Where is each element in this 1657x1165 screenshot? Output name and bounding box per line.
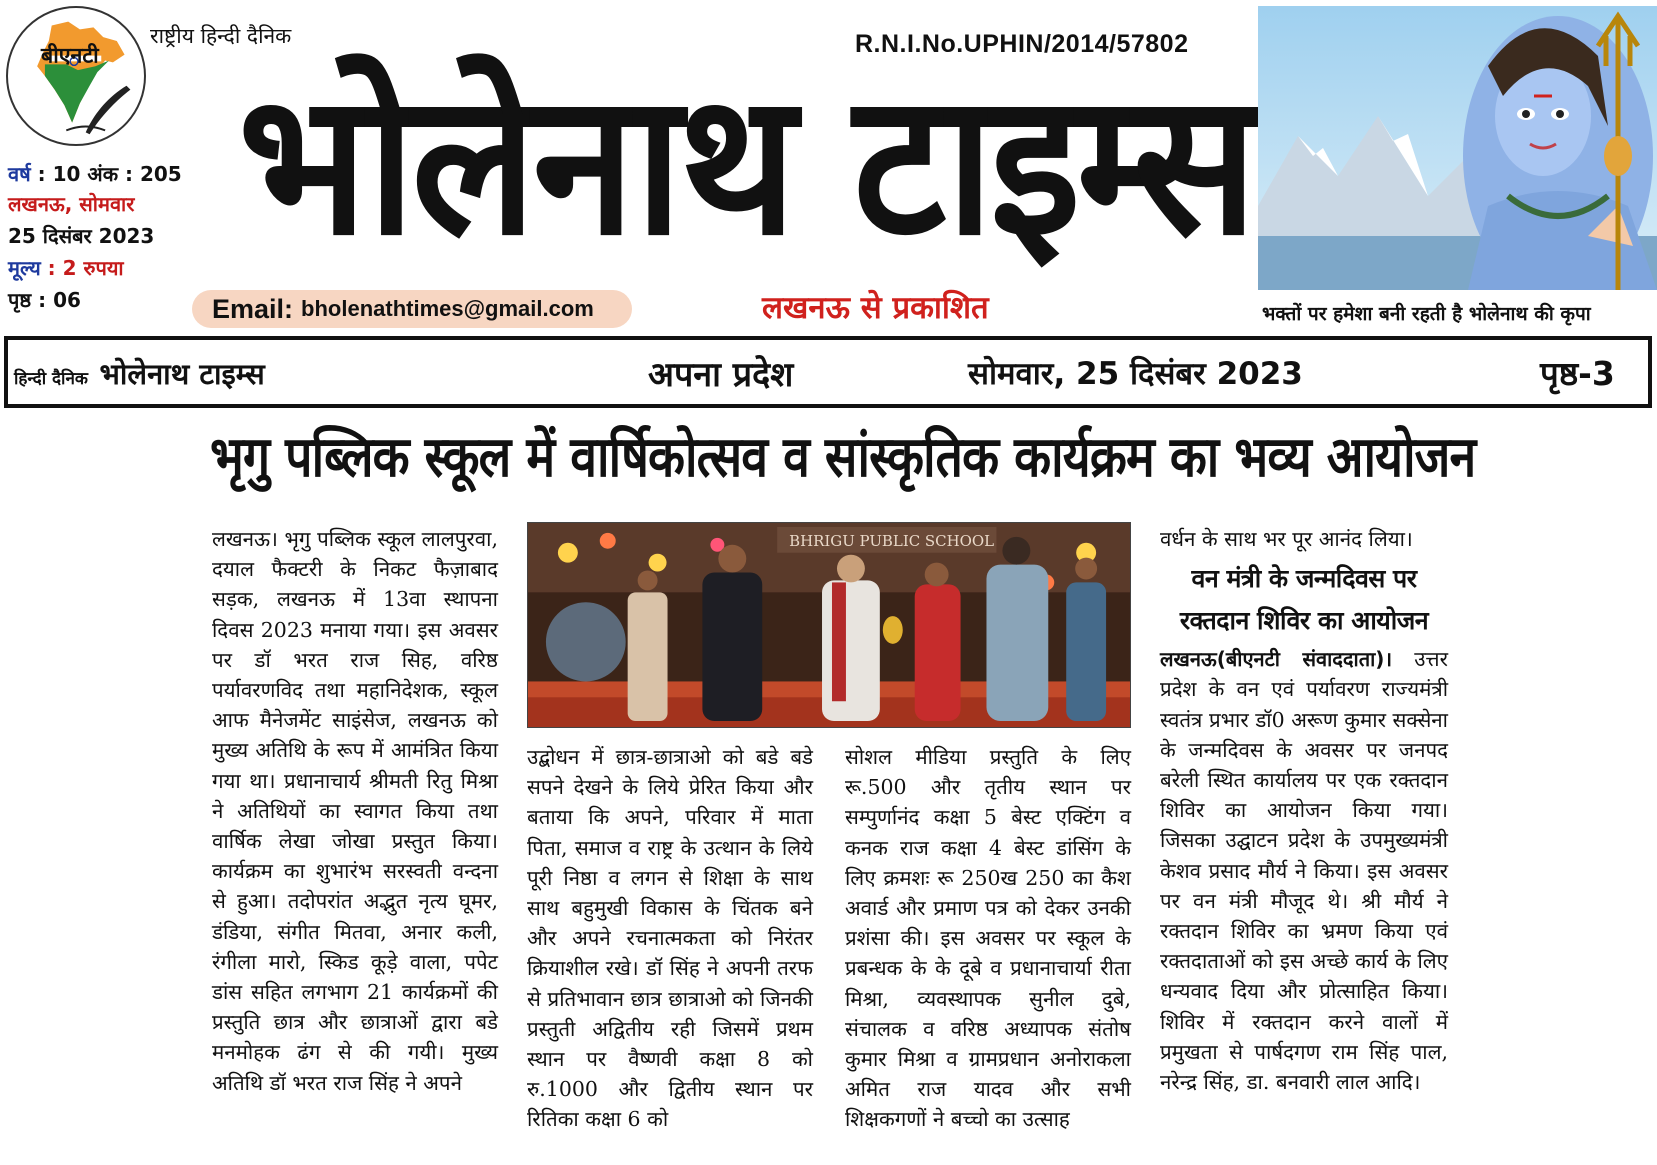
page-count: पृष्ठ : 06 xyxy=(8,288,81,312)
email-pill xyxy=(192,290,632,328)
band-small-label: हिन्दी दैनिक xyxy=(14,369,88,389)
masthead-image xyxy=(1258,6,1657,290)
year-issue xyxy=(8,160,182,187)
masthead-date: 25 दिसंबर 2023 xyxy=(8,224,155,248)
side-story-headline-line-1: वन मंत्री के जन्मदिवस पर xyxy=(1191,564,1417,594)
side-story-dateline: लखनऊ(बीएनटी संवाददाता)। xyxy=(1160,647,1393,672)
article-column-3 xyxy=(845,742,1131,1135)
email-label: Email: xyxy=(212,293,294,324)
article-text-3: सोशल मीडिया प्रस्तुति के लिए रू.500 और तृतीय स्थान पर सम्पुर्णानंद कक्षा 5 बेस्ट एक्टिंग व कनक राज कक्षा 4 बेस्ट डांसिंग के लिए क्रमशः रू 250ख 250 का कैश अवार्ड और प्रमाण पत्र को देकर उनकी प्रशंसा की। इस अवसर पर स्कूल के प्रबन्धक के के दूबे व प्रधानाचार्या रीता मिश्रा, व्यवस्थापक सुनील दुबे, संचालक व वरिष्ठ अध्यापक संतोष कुमार मिश्रा व ग्रामप्रधान अनोराकला अमित राज यादव और सभी शिक्षकगणों ने बच्चो का उत्साह xyxy=(845,745,1131,1132)
newspaper-logo xyxy=(6,6,146,146)
article-photo xyxy=(527,522,1131,728)
india-map-quill-icon xyxy=(8,8,144,144)
shiva-illustration-icon xyxy=(1258,6,1657,290)
article-text-2: उद्बोधन में छात्र-छात्राओ को बडे बडे सपने देखने के लिये प्रेरित किया और बताया कि अपने, परिवार में माता पिता, समाज व राष्ट्र के उत्थान के लिये पूरी निष्ठा व लगन से शिक्षा के साथ साथ बहुमुखी विकास के चिंतक बने और अपने रचनात्मकता को निरंतर क्रियाशील रखे। डॉ सिंह ने अपनी तरफ से प्रतिभावान छात्र छात्राओ को जिनकी प्रस्तुती अद्वितीय रही जिसमें प्रथम स्थान पर वैष्णवी कक्षा 8 को रु.1000 और द्वितीय स्थान पर रितिका कक्षा 6 को xyxy=(527,745,813,1132)
email-link[interactable]: bholenathtimes@gmail.com xyxy=(301,296,594,321)
tagline: राष्ट्रीय हिन्दी दैनिक xyxy=(150,24,292,48)
image-caption: भक्तों पर हमेशा बनी रहती है भोलेनाथ की कृपा xyxy=(1262,303,1591,325)
article-text-1: लखनऊ। भृगु पब्लिक स्कूल लालपुरवा, दयाल फैक्टरी के निकट फैज़ाबाद सड़क, लखनऊ में 13वा स्थापना दिवस 2023 मनाया गया। इस अवसर पर डॉ भरत राज सिह, वरिष्ठ पर्यावरणविद तथा महानिदेशक, स्कूल आफ मैनेजमेंट साइंसेज, लखनऊ को मुख्य अतिथि के रूप में आमंत्रित किया गया था। प्रधानाचार्य श्रीमती रितु मिश्रा ने अतिथियों का स्वागत किया तथा वार्षिक लेखा जोखा प्रस्तुत किया। कार्यक्रम का शुभारंभ सरस्वती वन्दना से हुआ। तदोपरांत अद्भुत नृत्य घूमर, डंडिया, संगीत मितवा, अनार कली, रंगीला मारो, स्किड कूड़े वाला, पपेट डांस सहित लगभाग 21 कार्यक्रमों की प्रस्तुति छात्र और छात्राओं द्वारा बडे मनमोहक ढंग से की गयी। मुख्य अतिथि डॉ भरत राज सिंह ने अपने xyxy=(212,527,498,1095)
year-value: : 10 अंक : 205 xyxy=(37,162,182,186)
band-paper-title: भोलेनाथ टाइम्स xyxy=(99,357,265,391)
article-text-4-lead: वर्धन के साथ भर पूर आनंद लिया। xyxy=(1160,527,1413,551)
section-name: अपना प्रदेश xyxy=(648,355,794,395)
article-column-1 xyxy=(212,524,498,1098)
price-label: मूल्य xyxy=(8,256,41,280)
rni-number: R.N.I.No.UPHIN/2014/57802 xyxy=(855,30,1189,58)
side-story-headline xyxy=(1160,558,1448,642)
band-paper-name xyxy=(14,354,265,393)
article-headline: भृगु पब्लिक स्कूल में वार्षिकोत्सव व सांस्कृतिक कार्यक्रम का भव्य आयोजन xyxy=(210,425,1476,490)
side-story-text xyxy=(1160,644,1448,1097)
price-value: : 2 रुपया xyxy=(47,256,124,280)
page-number: पृष्ठ-3 xyxy=(1540,354,1615,393)
side-story-headline-line-2: रक्तदान शिविर का आयोजन xyxy=(1179,606,1429,636)
year-label: वर्ष xyxy=(8,162,31,186)
price xyxy=(8,254,124,281)
band-date: सोमवार, 25 दिसंबर 2023 xyxy=(968,356,1303,392)
article-column-2 xyxy=(527,742,813,1135)
newspaper-title: भोलेनाथ टाइम्स xyxy=(238,51,1254,279)
side-story-body: उत्तर प्रदेश के वन एवं पर्यावरण राज्यमंत्री स्वतंत्र प्रभार डॉ0 अरूण कुमार सक्सेना के जन्मदिवस के अवसर पर जनपद बरेली स्थित कार्यालय पर एक रक्तदान शिविर का आयोजन किया गया। जिसका उद्घाटन प्रदेश के उपमुख्यमंत्री केशव प्रसाद मौर्य ने किया। इस अवसर पर वन मंत्री मौजूद थे। श्री मौर्य ने रक्तदान शिविर का भ्रमण किया एवं रक्तदाताओं को इस अच्छे कार्य के लिए धन्यवाद दिया और प्रोत्साहित किया।शिविर में रक्तदान करने वालों में प्रमुखता से पार्षदगण राम सिंह पाल, नरेन्द्र सिंह, डा. बनवारी लाल आदि। xyxy=(1160,647,1448,1095)
award-ceremony-photo-icon xyxy=(528,523,1130,727)
photo-banner-text: BHRIGU PUBLIC SCHOOL xyxy=(789,531,995,550)
published-from: लखनऊ से प्रकाशित xyxy=(762,290,989,326)
page-band xyxy=(4,336,1652,408)
city-day: लखनऊ, सोमवार xyxy=(8,192,135,216)
logo-text: बीएनटी xyxy=(41,43,99,69)
article-column-4 xyxy=(1160,524,1448,1097)
